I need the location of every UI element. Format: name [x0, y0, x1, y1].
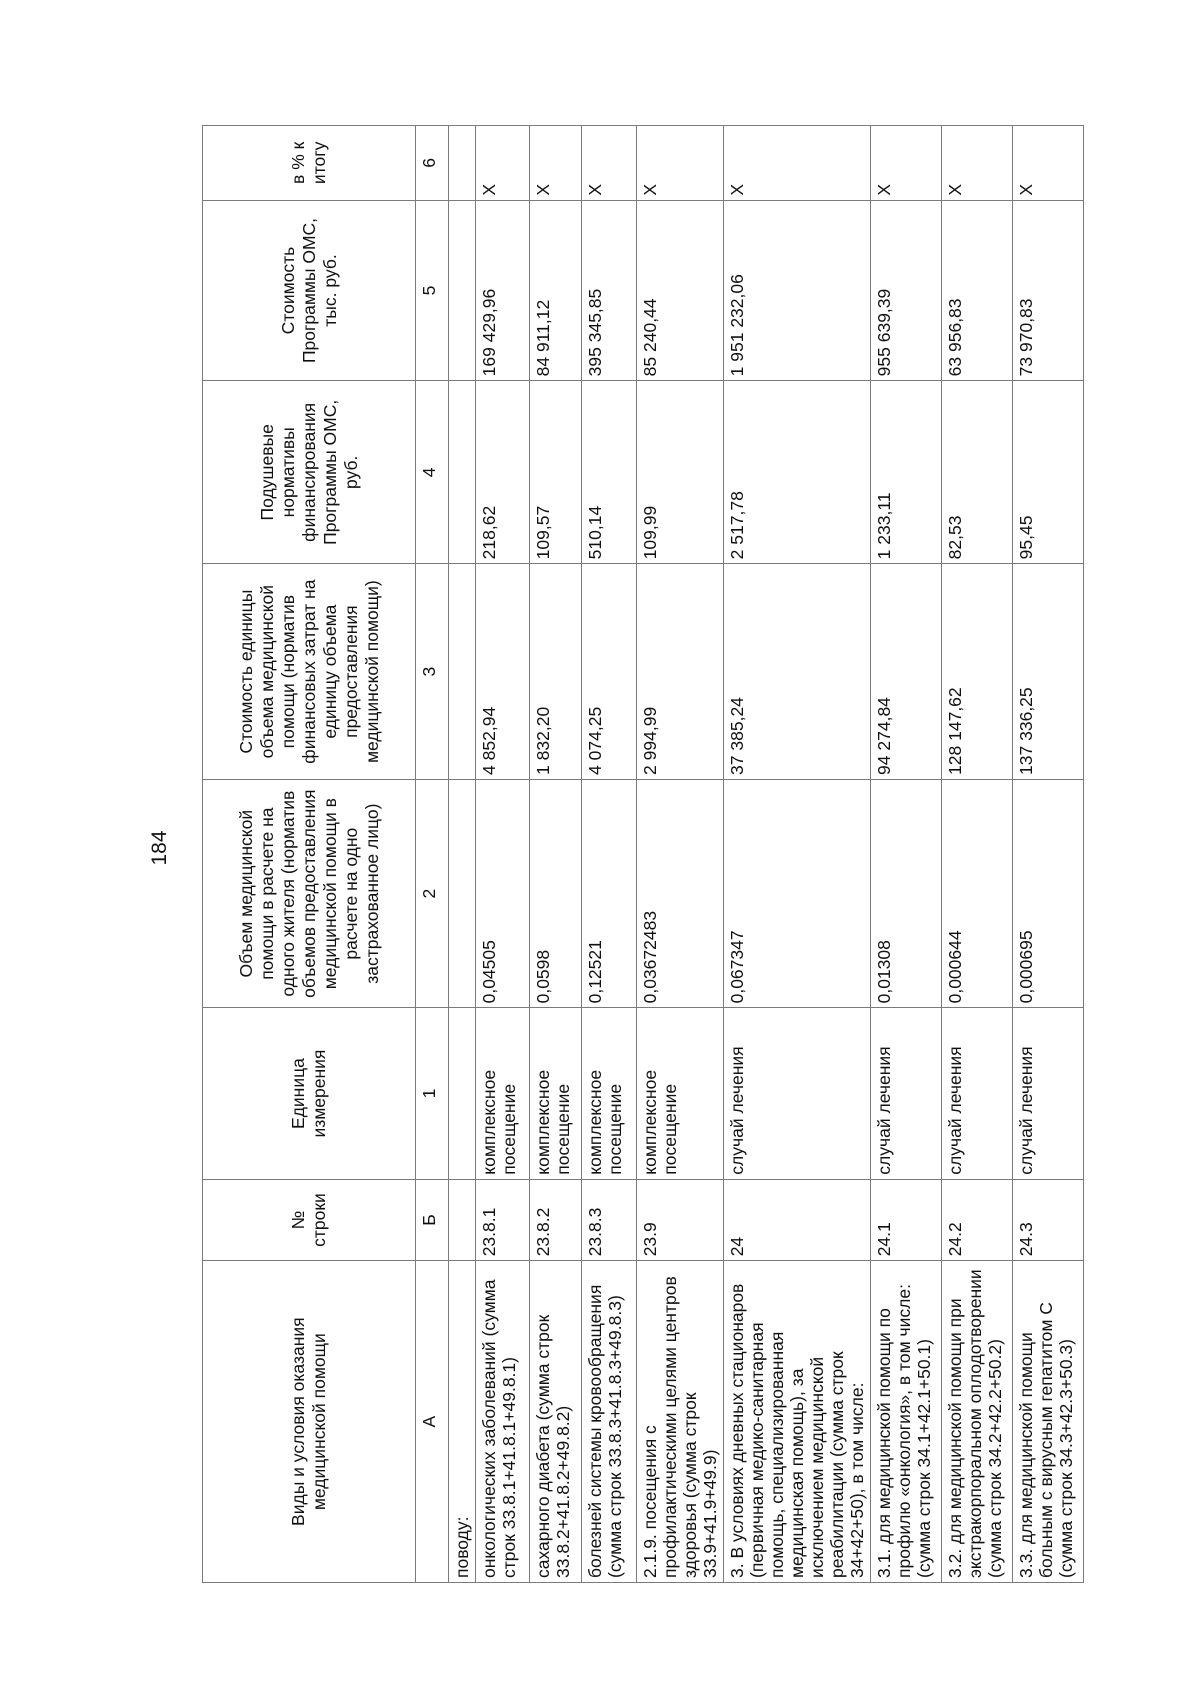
- table-cell: сахарного диабета (сумма строк 33.8.2+41.8.2+49.8.2): [530, 1261, 582, 1583]
- table-cell: 0,000695: [1013, 779, 1084, 1007]
- table-cell: 1 832,20: [530, 564, 582, 780]
- table-cell: 4 852,94: [476, 564, 530, 780]
- table-cell: 109,57: [530, 381, 582, 564]
- table-row: [530, 126, 582, 1583]
- table-cell: Х: [942, 126, 1013, 201]
- table-cell: 1 951 232,06: [724, 200, 871, 381]
- table-cell: 1 233,11: [871, 381, 942, 564]
- section-label-row: [449, 126, 476, 1583]
- table-cell: 0,12521: [582, 779, 637, 1007]
- table-cell: 128 147,62: [942, 564, 1013, 780]
- table-cell: 3.1. для медицинской помощи по профилю «онкология», в том числе: (сумма строк 34.1+42.1+50.1): [871, 1261, 942, 1583]
- table-cell: Х: [582, 126, 637, 201]
- table-cell: Х: [476, 126, 530, 201]
- empty-cell: [449, 564, 476, 780]
- empty-cell: [449, 1179, 476, 1261]
- table-cell: 0,04505: [476, 779, 530, 1007]
- table-cell: 2 994,99: [637, 564, 724, 780]
- header-cell: Виды и условия оказания медицинской помощи: [203, 1261, 416, 1583]
- table-cell: Х: [637, 126, 724, 201]
- table-cell: 24: [724, 1179, 871, 1261]
- table-row: [724, 126, 871, 1583]
- header-cell: Стоимость Программы ОМС, тыс. руб.: [203, 200, 416, 381]
- table-cell: случай лечения: [871, 1008, 942, 1179]
- table-cell: 63 956,83: [942, 200, 1013, 381]
- table-cell: Х: [1013, 126, 1084, 201]
- table-cell: 2.1.9. посещения с профилактическими целями центров здоровья (сумма строк 33.9+41.9+49.9): [637, 1261, 724, 1583]
- table-cell: 23.8.1: [476, 1179, 530, 1261]
- table-cell: 955 639,39: [871, 200, 942, 381]
- column-number-cell: А: [416, 1261, 449, 1583]
- table-cell: 2 517,78: [724, 381, 871, 564]
- section-label: поводу:: [449, 1261, 476, 1583]
- empty-cell: [449, 381, 476, 564]
- table-row: [1013, 126, 1084, 1583]
- column-number-cell: 5: [416, 200, 449, 381]
- table-cell: 0,067347: [724, 779, 871, 1007]
- column-number-cell: 1: [416, 1008, 449, 1179]
- table-cell: 0,000644: [942, 779, 1013, 1007]
- column-number-cell: Б: [416, 1179, 449, 1261]
- table-cell: 85 240,44: [637, 200, 724, 381]
- table-cell: случай лечения: [724, 1008, 871, 1179]
- table-row: [637, 126, 724, 1583]
- table-cell: 73 970,83: [1013, 200, 1084, 381]
- header-cell: Стоимость единицы объема медицинской помощи (норматив финансовых затрат на единицу объема предоставления медицинской помощи): [203, 564, 416, 780]
- header-cell: в % к итогу: [203, 126, 416, 201]
- table-cell: 23.8.2: [530, 1179, 582, 1261]
- table-cell: комплексное посещение: [530, 1008, 582, 1179]
- table-cell: 3. В условиях дневных стационаров (первичная медико-санитарная помощь, специализированная медицинская помощь), за исключением медицинской реабилитации (сумма строк 34+42+50), в том числе:: [724, 1261, 871, 1583]
- table-cell: 169 429,96: [476, 200, 530, 381]
- page-number: 184: [148, 830, 171, 866]
- table-cell: 94 274,84: [871, 564, 942, 780]
- table-row: [942, 126, 1013, 1583]
- rotated-table-container: [202, 125, 1076, 1583]
- table-cell: 395 345,85: [582, 200, 637, 381]
- column-number-cell: 2: [416, 779, 449, 1007]
- table-cell: 510,14: [582, 381, 637, 564]
- empty-cell: [449, 779, 476, 1007]
- header-cell: Единица измерения: [203, 1008, 416, 1179]
- table-cell: комплексное посещение: [637, 1008, 724, 1179]
- column-number-row: [416, 126, 449, 1583]
- header-cell: Объем медицинской помощи в расчете на одного жителя (норматив объемов предоставления медицинской помощи в расчете на одно застрахованное лицо): [203, 779, 416, 1007]
- table-row: [582, 126, 637, 1583]
- table-cell: Х: [530, 126, 582, 201]
- table-cell: 82,53: [942, 381, 1013, 564]
- table-cell: 84 911,12: [530, 200, 582, 381]
- table-cell: Х: [724, 126, 871, 201]
- header-cell: № строки: [203, 1179, 416, 1261]
- table-cell: 4 074,25: [582, 564, 637, 780]
- table-cell: 218,62: [476, 381, 530, 564]
- table-row: [871, 126, 942, 1583]
- table-cell: 3.3. для медицинской помощи больным с вирусным гепатитом С (сумма строк 34.3+42.3+50.3): [1013, 1261, 1084, 1583]
- table-cell: 24.1: [871, 1179, 942, 1261]
- table-cell: 137 336,25: [1013, 564, 1084, 780]
- table-cell: онкологических заболеваний (сумма строк 33.8.1+41.8.1+49.8.1): [476, 1261, 530, 1583]
- table-cell: случай лечения: [1013, 1008, 1084, 1179]
- table-cell: 109,99: [637, 381, 724, 564]
- table-cell: Х: [871, 126, 942, 201]
- table-body: [416, 126, 1084, 1583]
- table-cell: случай лечения: [942, 1008, 1013, 1179]
- table-row: [476, 126, 530, 1583]
- empty-cell: [449, 200, 476, 381]
- table-cell: комплексное посещение: [582, 1008, 637, 1179]
- financing-table: [202, 125, 1084, 1583]
- empty-cell: [449, 1008, 476, 1179]
- empty-cell: [449, 126, 476, 201]
- table-cell: 23.8.3: [582, 1179, 637, 1261]
- table-cell: 0,01308: [871, 779, 942, 1007]
- table-cell: 37 385,24: [724, 564, 871, 780]
- column-number-cell: 6: [416, 126, 449, 201]
- header-row: [203, 126, 416, 1583]
- table-cell: 3.2. для медицинской помощи при экстракорпоральном оплодотворении (сумма строк 34.2+42.2+50.2): [942, 1261, 1013, 1583]
- table-cell: болезней системы кровообращения (сумма строк 33.8.3+41.8.3+49.8.3): [582, 1261, 637, 1583]
- table-cell: 0,0598: [530, 779, 582, 1007]
- table-cell: 24.3: [1013, 1179, 1084, 1261]
- table-cell: 0,03672483: [637, 779, 724, 1007]
- column-number-cell: 3: [416, 564, 449, 780]
- table-cell: 24.2: [942, 1179, 1013, 1261]
- header-cell: Подушевые нормативы финансирования Программы ОМС, руб.: [203, 381, 416, 564]
- table-cell: 95,45: [1013, 381, 1084, 564]
- table-cell: комплексное посещение: [476, 1008, 530, 1179]
- table-cell: 23.9: [637, 1179, 724, 1261]
- column-number-cell: 4: [416, 381, 449, 564]
